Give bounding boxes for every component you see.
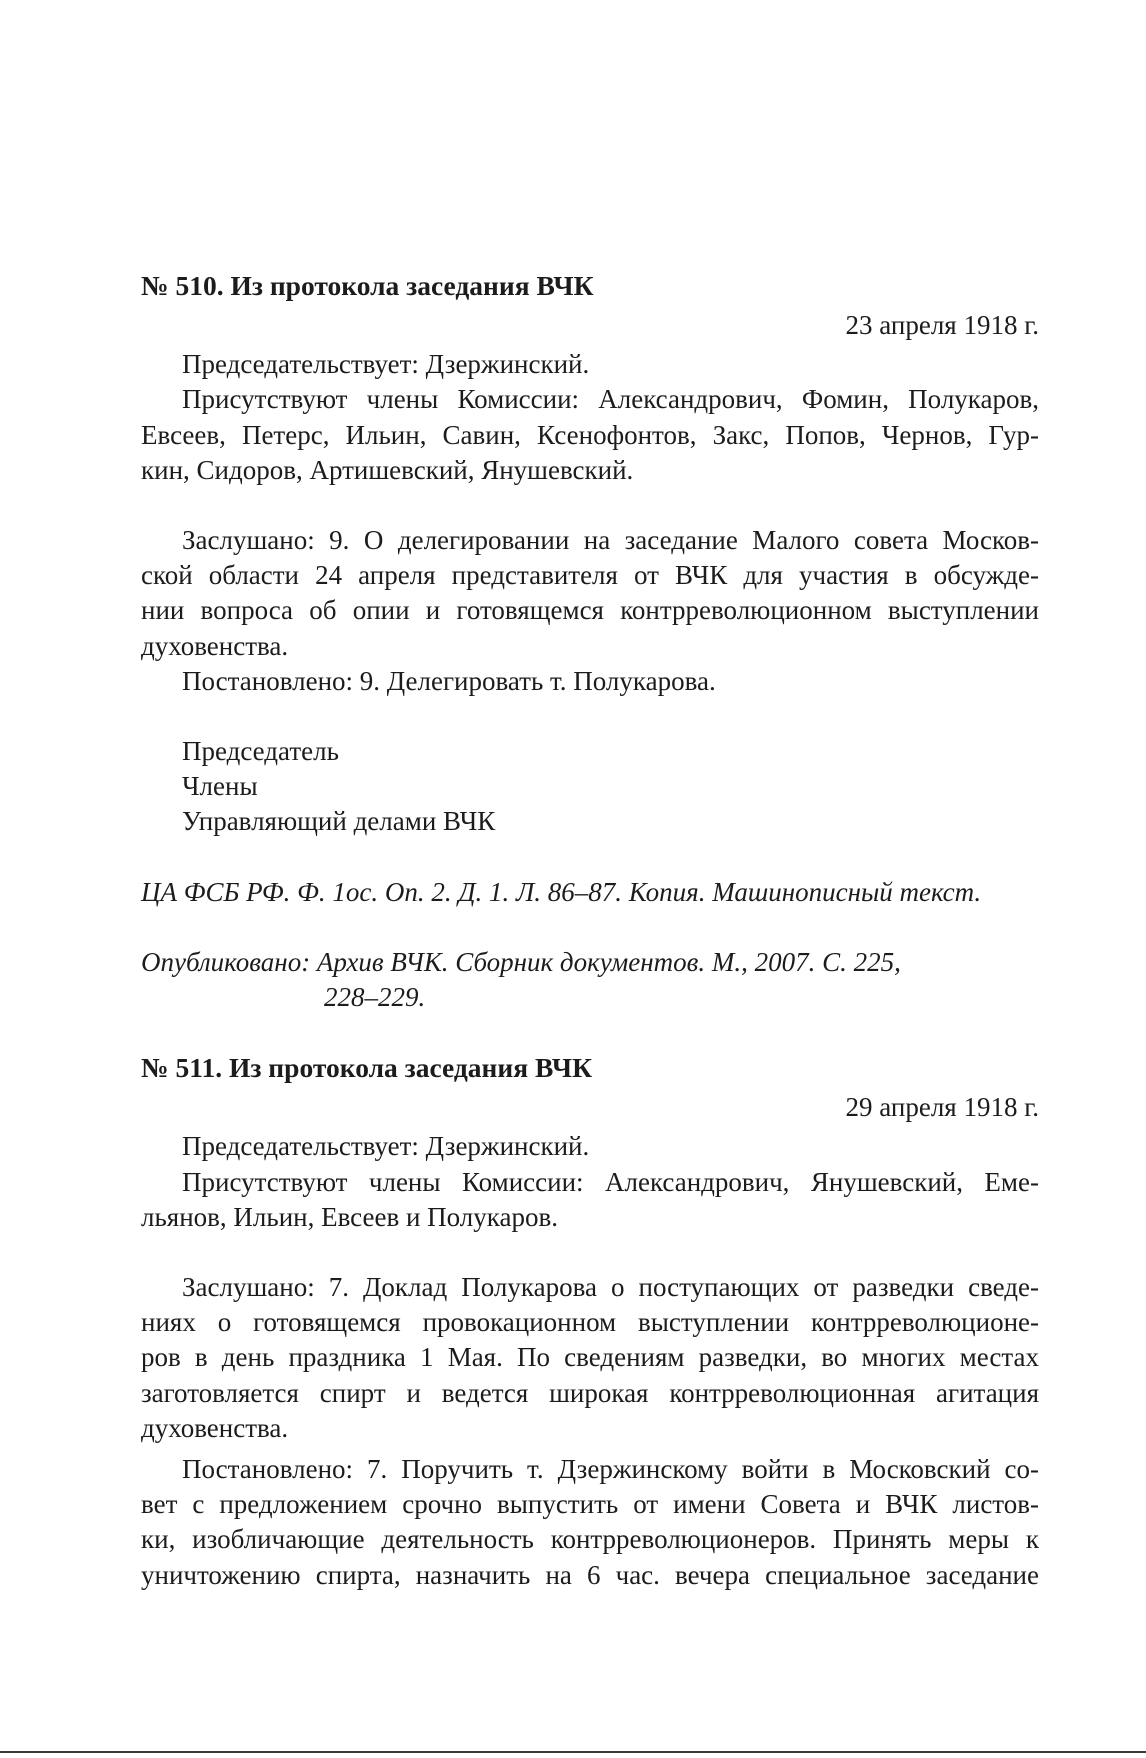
doc-510-present-line: Присутствуют члены Комиссии: Александрович, Фомин, Полукаров, (182, 384, 1039, 415)
doc-510-heard-line: духовенства. (141, 630, 289, 661)
doc-510-present (141, 382, 1039, 488)
doc-511-resolved-line: уничтожению спирта, назначить на 6 час. вечера специальное заседание (141, 1559, 1039, 1590)
doc-511-heard-line: Заслушано: 7. Доклад Полукарова о поступающих от разведки сведе- (182, 1272, 1039, 1303)
doc-511-title: № 511. Из протокола заседания ВЧК (141, 1052, 593, 1084)
doc-510-heard-line: Заслушано: 9. О делегировании на заседание Малого совета Москов- (182, 525, 1039, 556)
doc-511-heard-line: ров в день праздника 1 Мая. По сведениям разведки, во многих местах (141, 1342, 1039, 1373)
doc-511-resolved-line: ки, изобличающие деятельность контрреволюционеров. Принять меры к (141, 1524, 1039, 1555)
doc-510-present-line: кин, Сидоров, Артишевский, Янушевский. (141, 454, 634, 485)
doc-510-date: 23 апреля 1918 г. (845, 310, 1039, 340)
doc-510-source: ЦА ФСБ РФ. Ф. 1ос. Оп. 2. Д. 1. Л. 86–87. Копия. Машинописный текст. (141, 876, 982, 907)
page-bottom-rule (0, 1751, 1146, 1753)
doc-511-heard (141, 1270, 1039, 1446)
doc-510-sig-members: Члены (182, 771, 258, 802)
doc-511-resolved-line: Постановлено: 7. Поручить т. Дзержинскому войти в Московский со- (182, 1454, 1039, 1485)
doc-511-present-line: льянов, Ильин, Евсеев и Полукаров. (141, 1201, 558, 1232)
doc-511-chair: Председательствует: Дзержинский. (182, 1131, 590, 1162)
doc-510-published-cont: 228–229. (324, 982, 426, 1013)
doc-510-chair: Председательствует: Дзержинский. (182, 349, 590, 380)
doc-510-resolved: Постановлено: 9. Делегировать т. Полукарова. (182, 665, 716, 696)
doc-510-present-line: Евсеев, Петерс, Ильин, Савин, Ксенофонтов, Закс, Попов, Чернов, Гур- (141, 419, 1039, 450)
doc-511-heard-line: духовенства. (141, 1412, 289, 1443)
doc-510-heard-line: нии вопроса об опии и готовящемся контрреволюционном выступлении (141, 595, 1039, 626)
page-content (141, 268, 1039, 1593)
doc-510-heard-line: ской области 24 апреля представителя от ВЧК для участия в обсужде- (141, 560, 1039, 591)
doc-511-present (141, 1165, 1039, 1235)
doc-511-resolved (141, 1452, 1039, 1593)
doc-511-date: 29 апреля 1918 г. (845, 1092, 1039, 1123)
doc-510-title: № 510. Из протокола заседания ВЧК (141, 270, 594, 301)
doc-510-heard (141, 523, 1039, 664)
doc-510-sig-manager: Управляющий делами ВЧК (182, 806, 496, 837)
doc-511-resolved-line: вет с предложением срочно выпустить от имени Совета и ВЧК листов- (141, 1489, 1039, 1520)
doc-511-heard-line: ниях о готовящемся провокационном выступлении контрреволюционе- (141, 1307, 1039, 1338)
doc-510-published: Опубликовано: Архив ВЧК. Сборник документов. М., 2007. С. 225, (141, 946, 901, 977)
doc-510-sig-chair: Председатель (182, 736, 339, 767)
doc-511-present-line: Присутствуют члены Комиссии: Александрович, Янушевский, Еме- (182, 1166, 1039, 1197)
doc-511-heard-line: заготовляется спирт и ведется широкая контрреволюционная агитация (141, 1377, 1039, 1408)
